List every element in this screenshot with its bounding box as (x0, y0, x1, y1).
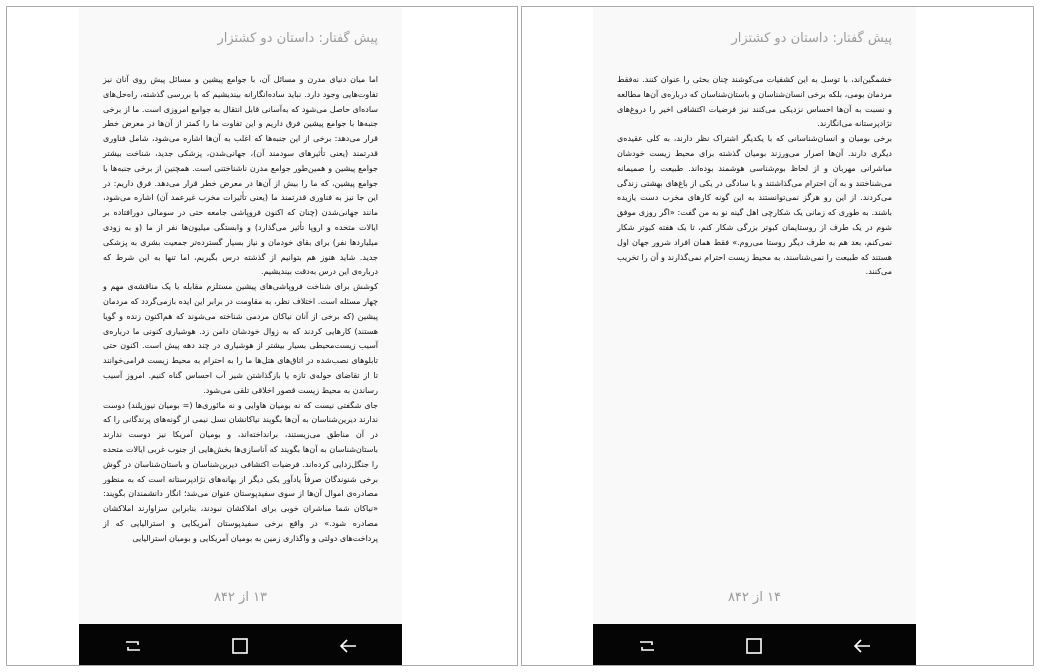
back-button[interactable] (842, 631, 882, 661)
page-counter: ۱۳ از ۸۴۲ (213, 590, 268, 605)
home-button[interactable] (220, 631, 260, 661)
page-text (617, 73, 892, 280)
screenshot-panel-left (6, 6, 518, 666)
recents-icon (637, 636, 657, 656)
chapter-header: پیش گفتار: داستان دو کشتزار (731, 31, 892, 46)
back-arrow-icon (852, 636, 872, 656)
paragraph: جای شگفتی نیست که نه بومیان هاوایی و نه مائوری‌ها (= بومیان نیوزیلند) دوست ندارند دیرین‌شناسان به آن‌ها بگویند نیاکانشان نسل نیمی از گونه‌های پرندگانی را که در آن مناطق می‌زیستند، برانداخته‌اند، و بومیان آمریکا نیز دوست ندارند باستان‌شناسان به آن‌ها بگویند که آناسازی‌ها بخش‌هایی از جنوب غربی ایالات متحده را جنگل‌زدایی کرده‌اند. فرضیات اکتشافی دیرین‌شناسان و باستان‌شناسان در گوش برخی شنوندگان صرفاً یادآور یکی دیگر از بهانه‌های نژادپرستانه است که به منظور مصادره‌ی اموال آن‌ها از سوی سفیدپوستان عنوان می‌شد؛ انگار دانشمندان بگویند: «نیاکان شما مباشران خوبی برای املاکشان نبودند، بنابراین سزاوارند املاکشان مصادره شود.» در واقع برخی سفیدپوستان آمریکایی و استرالیایی که از پرداخت‌های دولتی و واگذاری زمین به بومیان آمریکایی و بومیان استرالیایی (103, 400, 378, 543)
android-navbar (593, 624, 916, 666)
android-navbar (79, 624, 402, 666)
recents-button[interactable] (627, 631, 667, 661)
back-arrow-icon (338, 636, 358, 656)
paragraph: کوشش برای شناخت فروپاشی‌های پیشین مستلزم مقابله با یک مناقشه‌ی مهم و چهار مسئله است. اختلاف نظر، به مقاومت در برابر این ایده بازمی‌گردد که مردمان پیشین (که برخی از آنان نیاکان مردمی شناخته می‌شوند که هم‌اکنون زنده و گویا هستند) کارهایی کردند که به زوال خودشان دامن زد. هوشیاری کنونی ما درباره‌ی آسیب زیست‌محیطی بسیار بیشتر از هوشیاری در چند دهه پیش است. اکنون حتی تابلوهای نصب‌شده در اتاق‌های هتل‌ها ما را به احترام به محیط زیست فرامی‌خوانند تا از تقاضای حوله‌ی تازه یا بازگذاشتن شیر آب احساس گناه کنیم. امروز آسیب رساندن به محیط زیست قصور اخلاقی تلقی می‌شود. (103, 282, 378, 395)
chapter-header: پیش گفتار: داستان دو کشتزار (217, 31, 378, 46)
page-text (103, 73, 378, 547)
paragraph: اما میان دنیای مدرن و مسائل آن، با جوامع پیشین و مسائل پیش روی آنان نیز تفاوت‌هایی وجود دارد. نباید ساده‌انگارانه بیندیشیم که با بررسی گذشته، راه‌حل‌های ساده‌ای حاصل می‌شود که به‌آسانی قابل انتقال به جوامع امروزی است. ما از برخی جنبه‌ها با جوامع پیشین فرق داریم و این تفاوت ما را کمتر از آن‌ها در معرض خطر قرار می‌دهد: برخی از این جنبه‌ها که اغلب به آن‌ها اشاره می‌شود، شامل فناوری قدرتمند (یعنی تأثیرهای سودمند آن)، جهانی‌شدن، پزشکی جدید، شناخت بیشتر جوامع پیشین و همین‌طور جوامع مدرن ناشناختنی است. همچنین از برخی جنبه‌ها با جوامع پیشین، که ما را بیش از آن‌ها در معرض خطر قرار می‌دهد. فرق داریم: در این جا نیز به فناوری قدرتمند ما (یعنی تأثیرات مخرب غیرعمد آن) اشاره می‌شود، مانند جهانی‌شدن (چنان که اکنون فروپاشی جامعه حتی در سومالی دورافتاده بر ایالات متحده و اروپا تأثیر می‌گذارد) و وابستگی میلیون‌ها نفر از ما (و به زودی میلیاردها نفر) برای بقای خودمان و نیاز بسیار گسترده‌تر جمعیت بشری به پزشکی جدید. شاید هنوز هم بتوانیم از گذشته درس بگیریم، اما تنها به این شرط که درباره‌ی این درس به‌دقت بیندیشیم. (103, 75, 378, 277)
screenshot-panel-right (521, 6, 1034, 666)
paragraph: برخی بومیان و انسان‌شناسانی که با یکدیگر اشتراک نظر دارند، به کلی عقیده‌ی دیگری دارند. آن‌ها اصرار می‌ورزند بومیان گذشته برای محیط زیست خودشان مباشرانی مهربان و از لحاظ بوم‌شناسی هوشمند بوده‌اند. طبیعت را صمیمانه می‌شناختند و به آن احترام می‌گذاشتند و با سادگی در یکی از باغ‌های بهشتی زندگی می‌کردند. از این رو هرگز نمی‌توانستند به این گونه کارهای مخرب دست یازیده باشند. به طوری که زمانی یک شکارچی اهل گینه نو به من گفت: «اگر روزی موفق شوم در یک طرف از روستایمان کبوتر بزرگی شکار کنم، تا یک هفته کبوتر شکار نمی‌کنم، بعد هم به طرف دیگر روستا می‌روم.» فقط همان افراد شرور جهان اول هستند که طبیعت را نمی‌شناسند، به محیط زیست احترام نمی‌گذارند و آن را تخریب می‌کنند. (617, 134, 892, 277)
page-counter: ۱۴ از ۸۴۲ (727, 590, 782, 605)
reader-page[interactable] (79, 7, 402, 666)
home-icon (744, 636, 764, 656)
back-button[interactable] (328, 631, 368, 661)
recents-button[interactable] (113, 631, 153, 661)
reader-page[interactable] (593, 7, 916, 666)
recents-icon (123, 636, 143, 656)
home-icon (230, 636, 250, 656)
home-button[interactable] (734, 631, 774, 661)
paragraph: خشمگین‌اند، با توسل به این کشفیات می‌کوشند چنان بحثی را عنوان کنند. نه‌فقط مردمان بومی، بلکه برخی انسان‌شناسان و باستان‌شناسان که درباره‌ی آن‌ها مطالعه و نسبت به آن‌ها احساس نزدیکی می‌کنند نیز فرضیات اکتشافی اخیر را دروغ‌های نژادپرستانه می‌انگارند. (617, 75, 892, 129)
